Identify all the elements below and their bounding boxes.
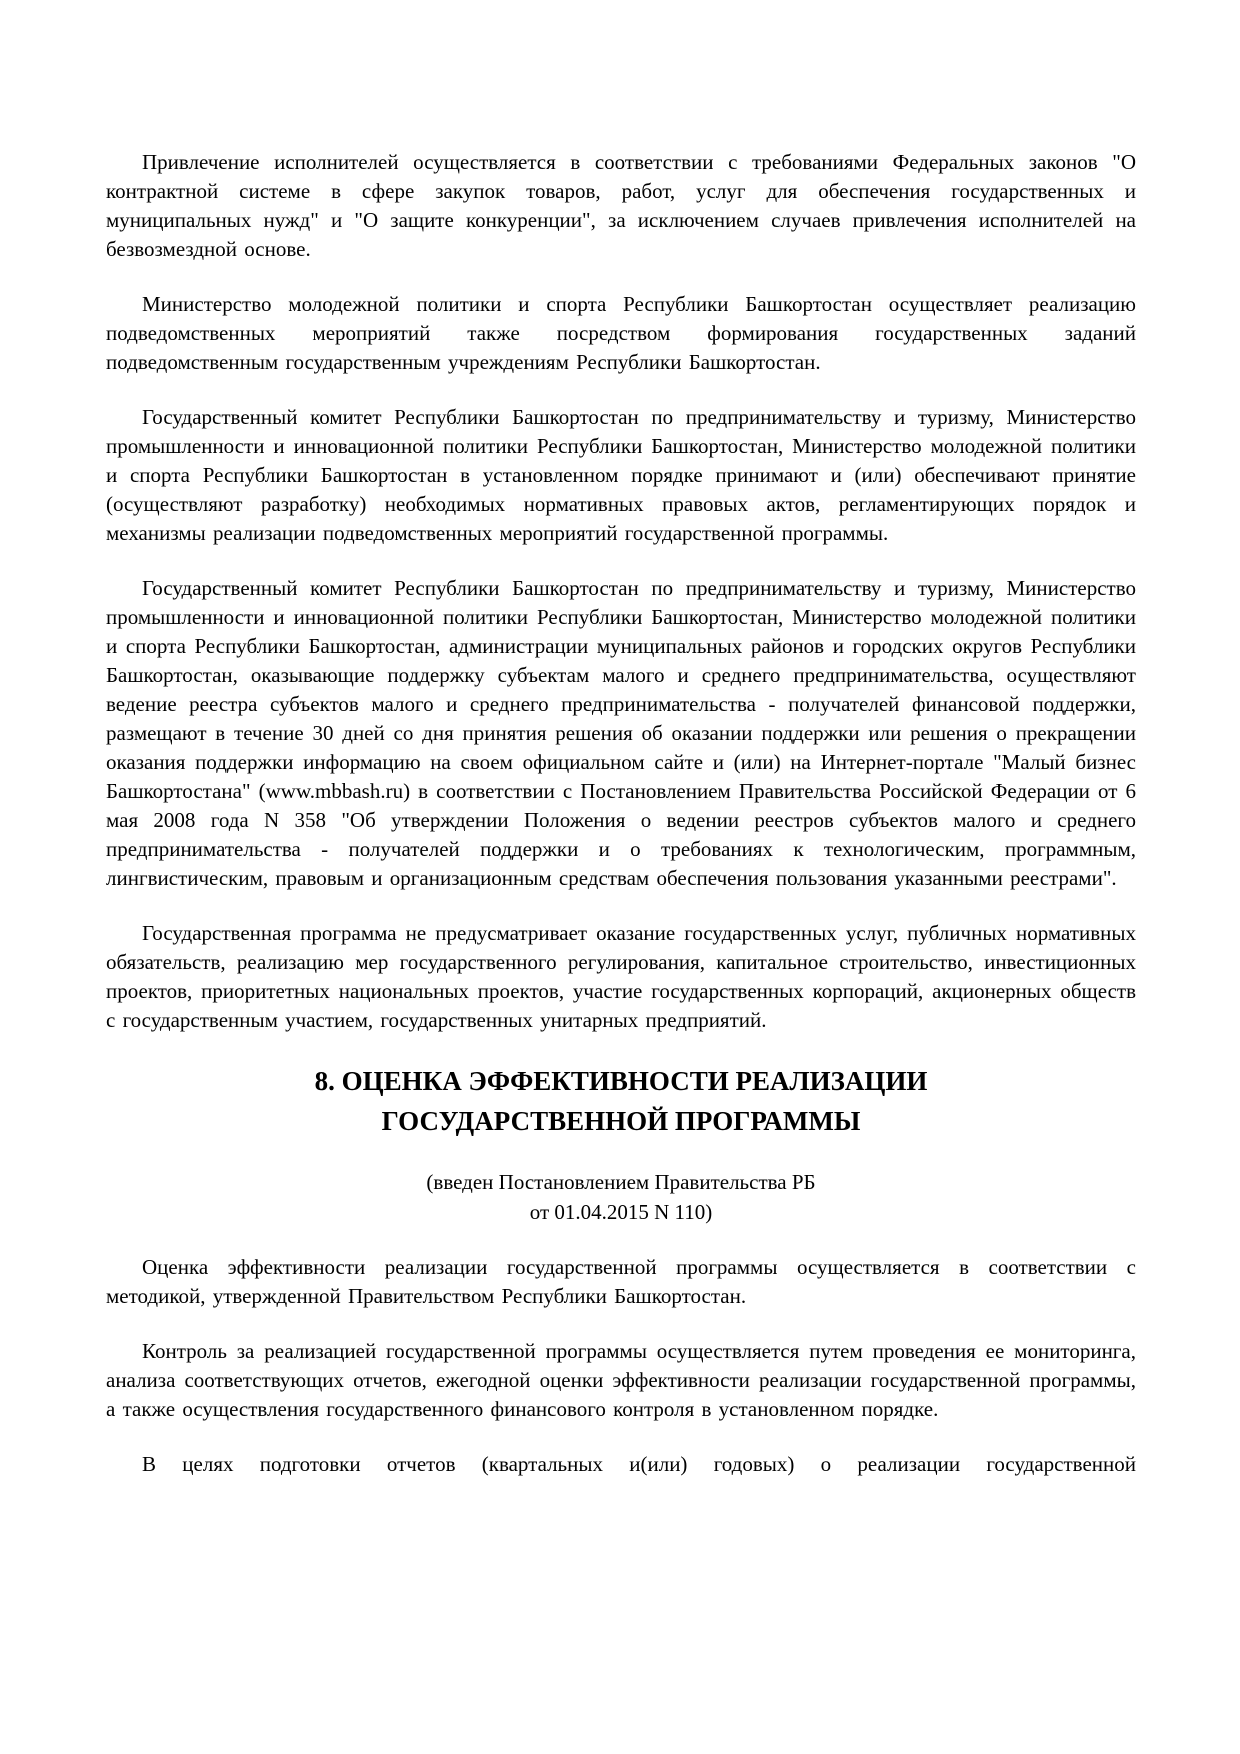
body-paragraph: Государственный комитет Республики Башкортостан по предпринимательству и туризму, Министерство промышленности и инновационной политики Республики Башкортостан, Министерство молодежной политики и спорта Республики Башкортостан в установленном порядке принимают и (или) обеспечивают принятие (осуществляют разработку) необходимых нормативных правовых актов, регламентирующих порядок и механизмы реализации подведомственных мероприятий государственной программы. xyxy=(106,405,1136,545)
amendment-note xyxy=(106,1167,1136,1227)
body-paragraph: Министерство молодежной политики и спорта Республики Башкортостан осуществляет реализацию подведомственных мероприятий также посредством формирования государственных заданий подведомственным государственным учреждениям Республики Башкортостан. xyxy=(106,292,1136,374)
section-heading xyxy=(106,1061,1136,1141)
amendment-note-line-1: (введен Постановлением Правительства РБ xyxy=(426,1170,816,1194)
amendment-note-line-2: от 01.04.2015 N 110) xyxy=(529,1200,713,1224)
body-paragraph-continued: В целях подготовки отчетов (квартальных и(или) годовых) о реализации государственной xyxy=(142,1452,1136,1476)
body-paragraph: Государственный комитет Республики Башкортостан по предпринимательству и туризму, Министерство промышленности и инновационной политики Республики Башкортостан, Министерство молодежной политики и спорта Республики Башкортостан, администрации муниципальных районов и городских округов Республики Башкортостан, оказывающие поддержку субъектам малого и среднего предпринимательства, осуществляют ведение реестра субъектов малого и среднего предпринимательства - получателей финансовой поддержки, размещают в течение 30 дней со дня принятия решения об оказании поддержки или решения о прекращении оказания поддержки информацию на своем официальном сайте и (или) на Интернет-портале "Малый бизнес Башкортостана" (www.mbbash.ru) в соответствии с Постановлением Правительства Российской Федерации от 6 мая 2008 года N 358 "Об утверждении Положения о ведении реестров субъектов малого и среднего предпринимательства - получателей поддержки и о требованиях к технологическим, программным, лингвистическим, правовым и организационным средствам обеспечения пользования указанными реестрами". xyxy=(106,576,1136,890)
section-heading-line-2: ГОСУДАРСТВЕННОЙ ПРОГРАММЫ xyxy=(381,1106,861,1136)
body-paragraph: Контроль за реализацией государственной программы осуществляется путем проведения ее мониторинга, анализа соответствующих отчетов, ежегодной оценки эффективности реализации государственной программы, а также осуществления государственного финансового контроля в установленном порядке. xyxy=(106,1339,1136,1421)
body-paragraph: Привлечение исполнителей осуществляется в соответствии с требованиями Федеральных законов "О контрактной системе в сфере закупок товаров, работ, услуг для обеспечения государственных и муниципальных нужд" и "О защите конкуренции", за исключением случаев привлечения исполнителей на безвозмездной основе. xyxy=(106,150,1136,261)
body-paragraph: Оценка эффективности реализации государственной программы осуществляется в соответствии с методикой, утвержденной Правительством Республики Башкортостан. xyxy=(106,1255,1136,1308)
body-paragraph: Государственная программа не предусматривает оказание государственных услуг, публичных нормативных обязательств, реализацию мер государственного регулирования, капитальное строительство, инвестиционных проектов, приоритетных национальных проектов, участие государственных корпораций, акционерных обществ с государственным участием, государственных унитарных предприятий. xyxy=(106,921,1136,1032)
section-heading-line-1: 8. ОЦЕНКА ЭФФЕКТИВНОСТИ РЕАЛИЗАЦИИ xyxy=(314,1066,928,1096)
